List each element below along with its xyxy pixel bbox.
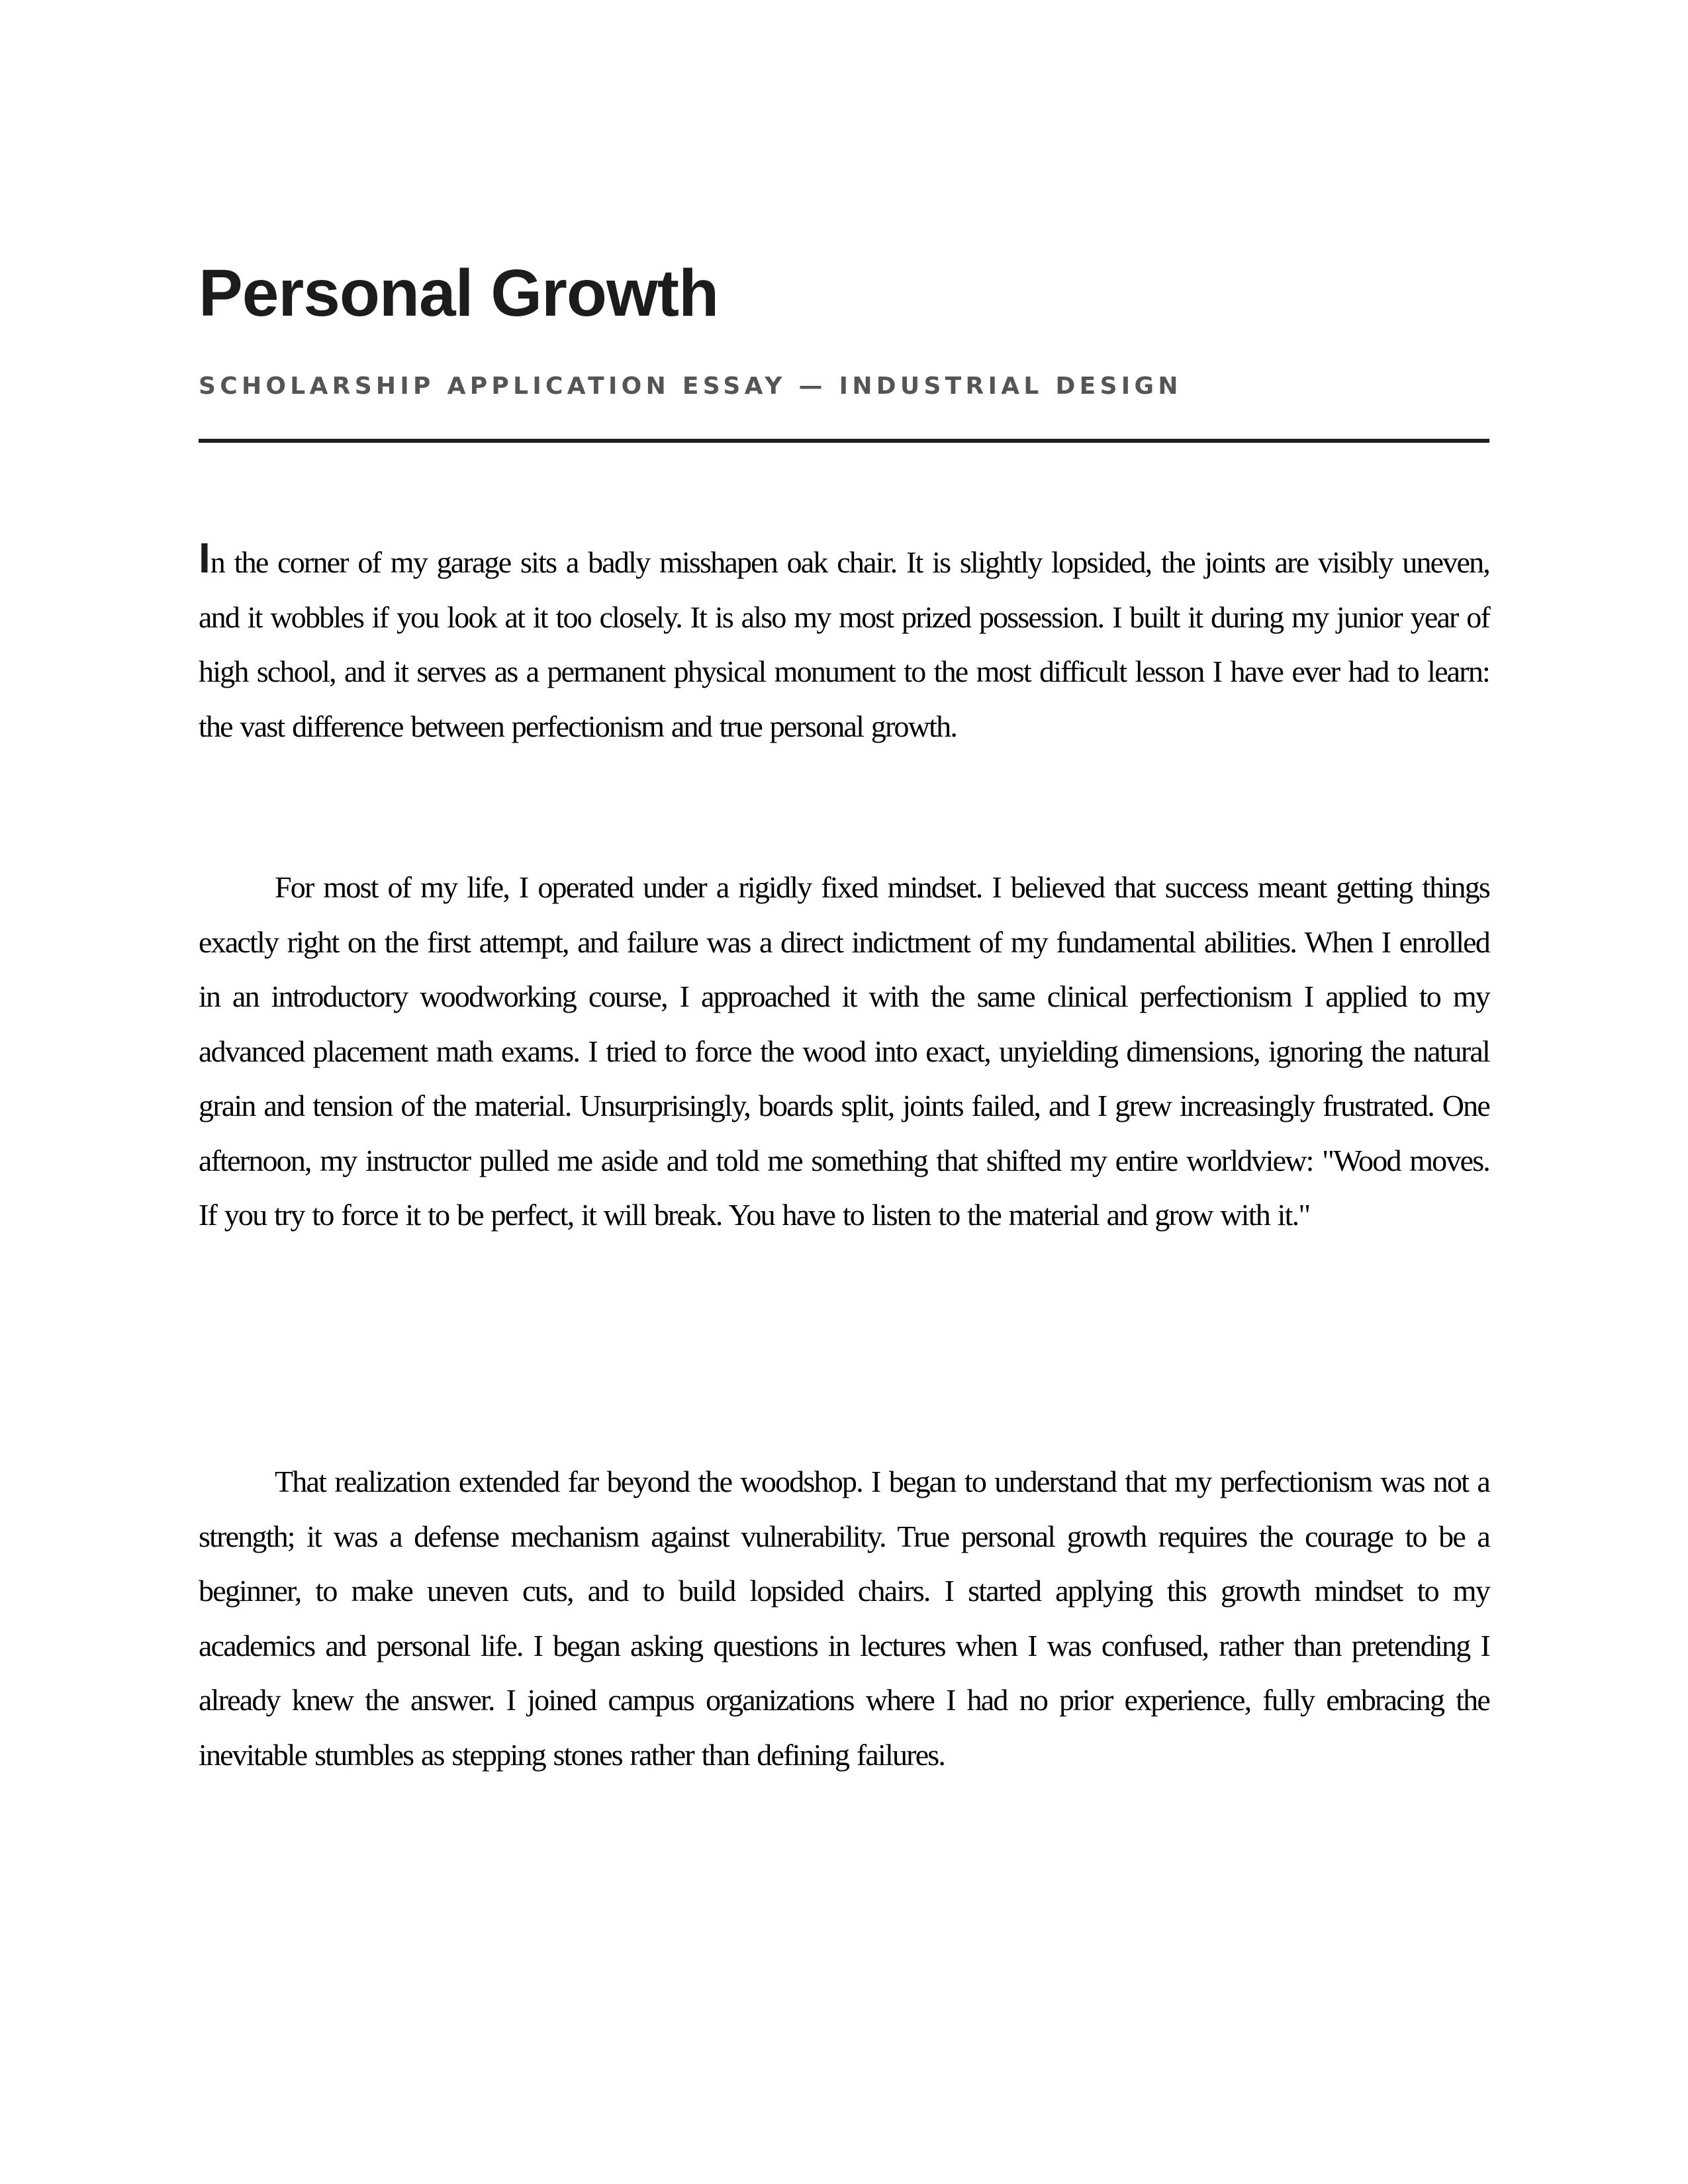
- essay-paragraph-3: That realization extended far beyond the woodshop. I began to understand that my perfectionism was not a strength; it was a defense mechanism against vulnerability. True personal growth requires the courage to be a beginner, to make uneven cuts, and to build lopsided chairs. I started applying this growth mindset to my academics and personal life. I began asking questions in lectures when I was confused, rather than pretending I already knew the answer. I joined campus organizations where I had no prior experience, fully embracing the inevitable stumbles as stepping stones rather than defining failures.: [199, 1465, 1489, 1772]
- drop-cap: I: [199, 534, 211, 582]
- page-subtitle: SCHOLARSHIP APPLICATION ESSAY — INDUSTRIAL DESIGN: [199, 373, 1182, 400]
- essay-paragraph-1: [199, 531, 1489, 754]
- title-divider: [199, 439, 1489, 443]
- page-title: Personal Growth: [199, 256, 719, 330]
- essay-paragraph-1-text: n the corner of my garage sits a badly misshapen oak chair. It is slightly lopsided, the joints are visibly uneven, and it wobbles if you look at it too closely. It is also my most prized possession. I built it during my junior year of high school, and it serves as a permanent physical monument to the most difficult lesson I have ever had to learn: the vast difference between perfectionism and true personal growth.: [199, 545, 1489, 743]
- essay-paragraph-2: For most of my life, I operated under a rigidly fixed mindset. I believed that success meant getting things exactly right on the first attempt, and failure was a direct indictment of my fundamental abilities. When I enrolled in an introductory woodworking course, I approached it with the same clinical perfectionism I applied to my advanced placement math exams. I tried to force the wood into exact, unyielding dimensions, ignoring the natural grain and tension of the material. Unsurprisingly, boards split, joints failed, and I grew increasingly frustrated. One afternoon, my instructor pulled me aside and told me something that shifted my entire worldview: "Wood moves. If you try to force it to be perfect, it will break. You have to listen to the material and grow with it.": [199, 870, 1489, 1232]
